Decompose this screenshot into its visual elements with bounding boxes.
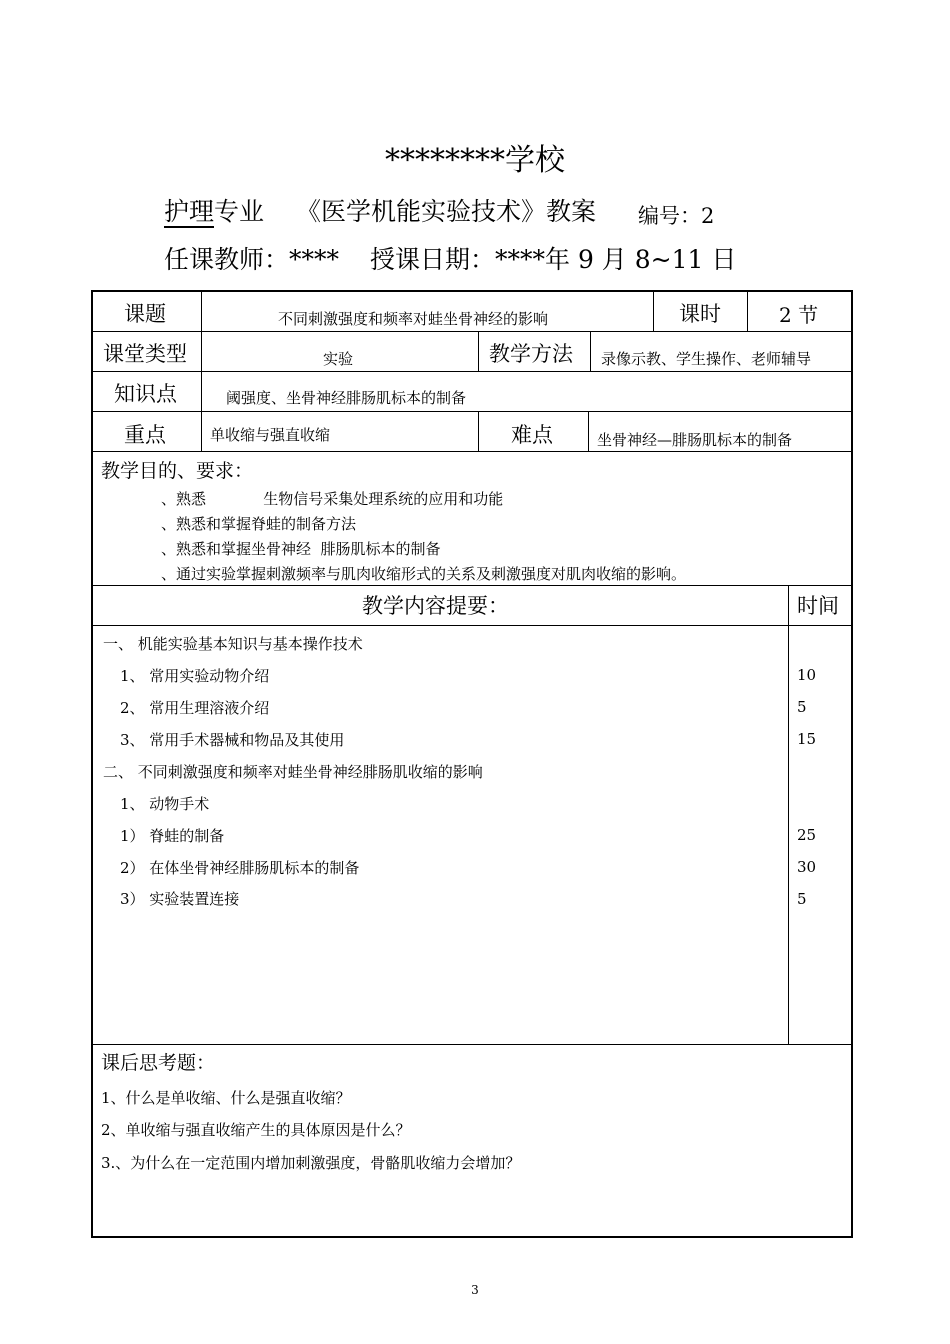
content-row-text: 1、 常用实验动物介绍	[120, 667, 270, 685]
knowledge-label: 知识点	[114, 382, 177, 406]
teacher-label: 任课教师：****	[164, 245, 340, 274]
method-label: 教学方法	[489, 342, 573, 366]
hours-value: 2 节	[779, 303, 819, 327]
page-number: 3	[471, 1283, 479, 1297]
topic-value: 不同刺激强度和频率对蛙坐骨神经的影响	[278, 310, 549, 328]
content-row-time: 25	[797, 826, 817, 844]
hours-label: 课时	[679, 302, 721, 326]
knowledge-value: 阈强度、坐骨神经腓肠肌标本的制备	[226, 389, 467, 407]
difficult-value: 坐骨神经—腓肠肌标本的制备	[597, 431, 793, 449]
major-underline	[164, 226, 214, 228]
question-item: 1、什么是单收缩、什么是强直收缩？	[101, 1089, 351, 1107]
school-title: ********学校	[385, 143, 565, 178]
topic-label: 课题	[124, 302, 166, 326]
type-label: 课堂类型	[103, 342, 187, 366]
content-row-text: 2） 在体坐骨神经腓肠肌标本的制备	[120, 859, 360, 877]
content-row-text: 一、 机能实验基本知识与基本操作技术	[103, 635, 363, 653]
content-row-time: 10	[797, 666, 817, 684]
content-row-time: 5	[797, 890, 807, 908]
method-value: 录像示教、学生操作、老师辅导	[601, 350, 812, 368]
difficult-label: 难点	[511, 423, 553, 447]
course-title: 《医学机能实验技术》教案	[296, 197, 597, 226]
question-item: 2、单收缩与强直收缩产生的具体原因是什么？	[101, 1121, 411, 1139]
questions-heading: 课后思考题：	[101, 1052, 216, 1074]
objectives-heading: 教学目的、要求：	[101, 460, 254, 482]
date-label: 授课日期：****年 9 月 8~11 日	[370, 245, 737, 274]
time-heading: 时间	[797, 594, 839, 618]
question-item: 3.、为什么在一定范围内增加刺激强度，骨骼肌收缩力会增加？	[101, 1154, 521, 1172]
major-label: 护理专业	[164, 197, 265, 226]
type-value: 实验	[323, 350, 354, 368]
content-row-text: 二、 不同刺激强度和频率对蛙坐骨神经腓肠肌收缩的影响	[103, 763, 483, 781]
objective-item: 、熟悉 生物信号采集处理系统的应用和功能	[161, 490, 504, 508]
content-row-time: 5	[797, 698, 807, 716]
key-label: 重点	[124, 423, 166, 447]
key-value: 单收缩与强直收缩	[210, 426, 331, 444]
content-heading: 教学内容提要：	[362, 594, 509, 618]
content-row-text: 2、 常用生理溶液介绍	[120, 699, 270, 717]
objective-item: 、熟悉和掌握坐骨神经 腓肠肌标本的制备	[161, 540, 441, 558]
content-row-time: 30	[797, 858, 817, 876]
content-row-time: 15	[797, 730, 817, 748]
objective-item: 、通过实验掌握刺激频率与肌肉收缩形式的关系及刺激强度对肌肉收缩的影响。	[161, 565, 687, 583]
content-row-text: 3） 实验装置连接	[120, 890, 240, 908]
doc-number: 编号：2	[638, 204, 715, 228]
content-row-text: 3、 常用手术器械和物品及其使用	[120, 731, 345, 749]
objective-item: 、熟悉和掌握脊蛙的制备方法	[161, 515, 357, 533]
content-row-text: 1、 动物手术	[120, 795, 210, 813]
content-row-text: 1） 脊蛙的制备	[120, 827, 225, 845]
